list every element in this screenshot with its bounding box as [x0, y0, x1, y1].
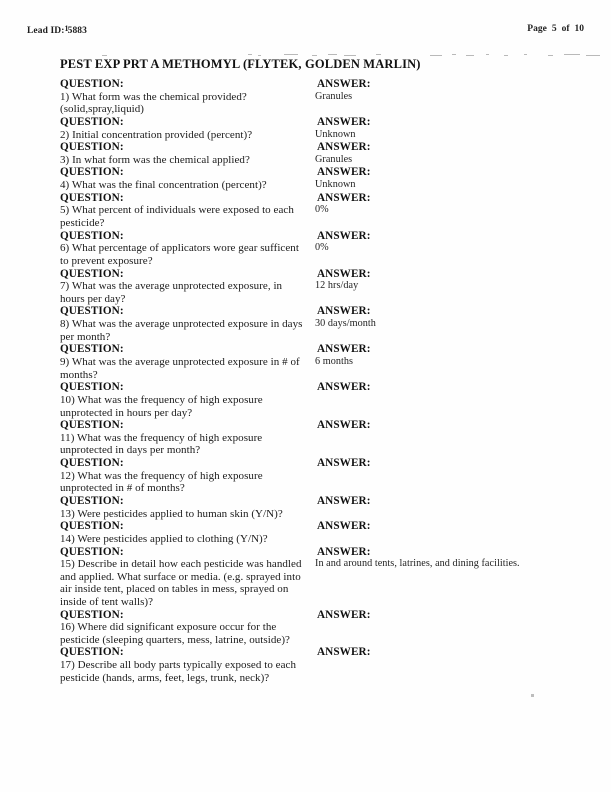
question-text: 2) Initial concentration provided (percent)?	[60, 128, 253, 141]
page-number-of: of	[561, 24, 570, 34]
qa-item	[60, 230, 560, 268]
page-number-word: Page	[527, 24, 547, 34]
page-number-total: 10	[574, 24, 584, 34]
question-label: QUESTION:	[60, 520, 124, 533]
question-label: QUESTION:	[60, 494, 124, 507]
qa-item	[60, 381, 560, 419]
question-label: QUESTION:	[60, 608, 124, 621]
question-label: QUESTION:	[60, 457, 124, 470]
question-label: QUESTION:	[60, 267, 124, 280]
answer-text: 6 months	[315, 356, 354, 368]
question-label: QUESTION:	[60, 141, 124, 154]
qa-item	[60, 419, 560, 457]
qa-item	[60, 116, 560, 141]
answer-label: ANSWER:	[317, 78, 371, 90]
qa-list	[60, 78, 560, 684]
question-label: QUESTION:	[60, 191, 124, 204]
question-text: 3) In what form was the chemical applied?	[60, 153, 250, 166]
answer-label: ANSWER:	[317, 141, 371, 154]
qa-item	[60, 520, 560, 545]
answer-text: Unknown	[315, 179, 356, 191]
qa-item	[60, 457, 560, 495]
scan-speck	[531, 694, 534, 697]
question-text: 7) What was the average unprotected exposure, in hours per day?	[60, 280, 283, 305]
answer-label: ANSWER:	[317, 191, 371, 204]
lead-id-mark: 1	[64, 24, 69, 33]
question-label: QUESTION:	[60, 78, 124, 90]
answer-text: 12 hrs/day	[315, 280, 359, 292]
qa-item	[60, 192, 560, 230]
answer-label: ANSWER:	[317, 520, 371, 533]
question-label: QUESTION:	[60, 545, 124, 558]
page-number	[527, 24, 584, 34]
question-text: 16) Where did significant exposure occur for the pesticide (sleeping quarters, mess, latrine, outside)?	[60, 621, 290, 646]
question-text: 11) What was the frequency of high exposure unprotected in days per month?	[60, 431, 263, 457]
lead-id-value: 5883	[67, 26, 87, 36]
answer-text: 0%	[315, 242, 329, 254]
question-text: 10) What was the frequency of high exposure unprotected in hours per day?	[60, 393, 263, 419]
question-label: QUESTION:	[60, 646, 124, 659]
page-running-head	[0, 24, 611, 38]
question-label: QUESTION:	[60, 419, 124, 432]
answer-label: ANSWER:	[317, 115, 371, 128]
page-title: PEST EXP PRT A METHOMYL (FLYTEK, GOLDEN MARLIN)	[60, 57, 421, 71]
answer-text: In and around tents, latrines, and dining facilities.	[315, 558, 520, 570]
question-text: 6) What percentage of applicators wore gear sufficent to prevent exposure?	[60, 242, 299, 267]
qa-item	[60, 141, 560, 166]
qa-item	[60, 78, 560, 116]
answer-label: ANSWER:	[317, 305, 371, 318]
question-label: QUESTION:	[60, 115, 124, 128]
question-text: 5) What percent of individuals were exposed to each pesticide?	[60, 204, 294, 230]
qa-item	[60, 609, 560, 647]
qa-item	[60, 305, 560, 343]
answer-label: ANSWER:	[317, 166, 371, 179]
qa-item	[60, 166, 560, 191]
answer-label: ANSWER:	[317, 494, 371, 507]
answer-label: ANSWER:	[317, 419, 371, 432]
question-label: QUESTION:	[60, 229, 124, 242]
page-number-current: 5	[551, 24, 557, 34]
qa-item	[60, 646, 560, 684]
question-label: QUESTION:	[60, 305, 124, 318]
answer-label: ANSWER:	[317, 229, 371, 242]
answer-label: ANSWER:	[317, 608, 371, 621]
question-text: 9) What was the average unprotected exposure in # of months?	[60, 356, 300, 381]
answer-text: Granules	[315, 90, 353, 102]
question-text: 14) Were pesticides applied to clothing (Y/N)?	[60, 532, 268, 545]
question-text: 4) What was the final concentration (percent)?	[60, 179, 267, 192]
answer-label: ANSWER:	[317, 381, 371, 394]
question-label: QUESTION:	[60, 381, 124, 394]
qa-item	[60, 546, 560, 609]
question-label: QUESTION:	[60, 343, 124, 356]
qa-item	[60, 495, 560, 520]
answer-label: ANSWER:	[317, 267, 371, 280]
question-text: 17) Describe all body parts typically exposed to each pesticide (hands, arms, feet, legs, trunk, neck)?	[60, 659, 297, 684]
answer-text: Unknown	[315, 128, 356, 140]
question-text: 12) What was the frequency of high exposure unprotected in # of months?	[60, 469, 263, 495]
answer-label: ANSWER:	[317, 343, 371, 356]
question-text: 1) What form was the chemical provided?(solid,spray,liquid)	[60, 90, 247, 116]
question-label: QUESTION:	[60, 166, 124, 179]
answer-text: 0%	[315, 204, 329, 216]
answer-label: ANSWER:	[317, 457, 371, 470]
answer-label: ANSWER:	[317, 545, 371, 558]
question-text: 8) What was the average unprotected exposure in days per month?	[60, 318, 303, 343]
answer-label: ANSWER:	[317, 646, 371, 659]
question-text: 13) Were pesticides applied to human skin (Y/N)?	[60, 507, 283, 520]
lead-id	[27, 24, 87, 36]
answer-text: 30 days/month	[315, 318, 376, 330]
lead-id-label: Lead ID:	[27, 26, 65, 36]
qa-item	[60, 268, 560, 306]
answer-text: Granules	[315, 153, 353, 165]
qa-item	[60, 343, 560, 381]
question-text: 15) Describe in detail how each pesticide was handled and applied. What surface or media. (e.g. sprayed into air inside tent, placed on tables in mess, sprayed on inside of tent walls)?	[60, 558, 302, 608]
